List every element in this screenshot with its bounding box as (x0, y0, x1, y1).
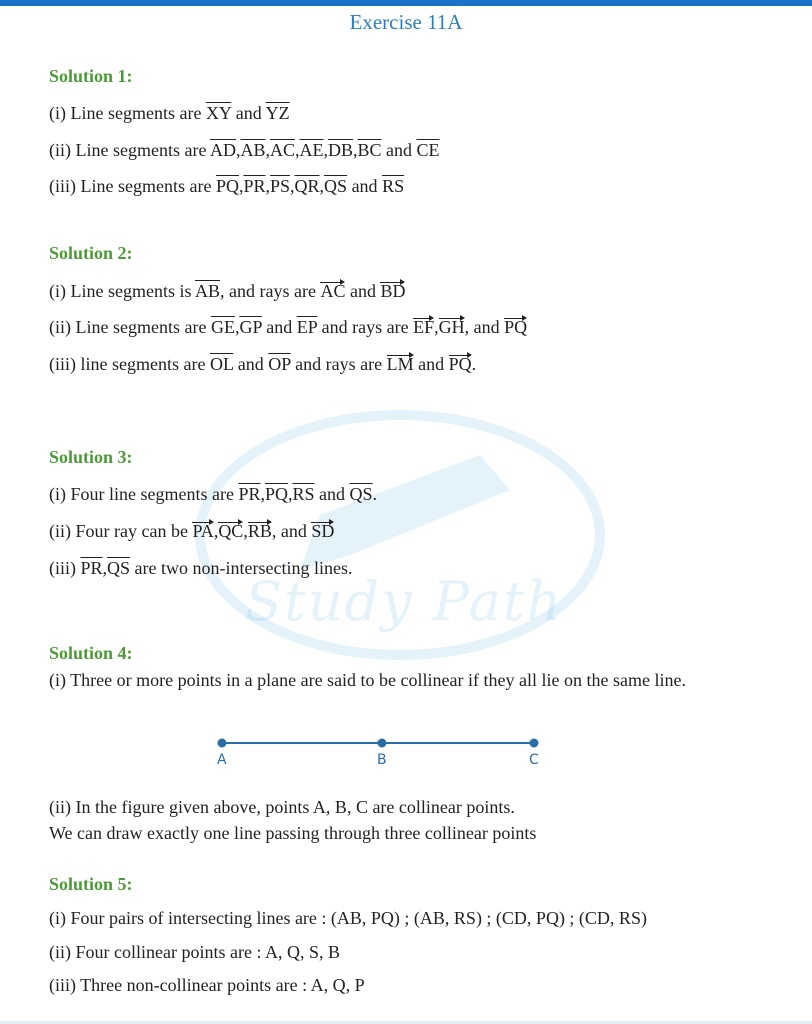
page-title: Exercise 11A (349, 10, 463, 34)
point-c-dot (530, 739, 539, 748)
solution-2-line-2: (ii) Line segments are $\overline{GE},\overline{GP}$ and $\overline{EP}$ and rays are EF,GH, and PQ (49, 317, 528, 337)
solution-3-line-1: (i) Four line segments are $\overline{PR},\overline{PQ},\overline{RS}$ and $\overline{QS}$. (49, 484, 378, 504)
solution-4-line-2: (ii) In the figure given above, points A, B, C are collinear points. (49, 797, 515, 817)
solution-2-line-1: (i) Line segments is $\overline{AB}$, and rays are AC and BD (49, 281, 406, 301)
solution-5-line-2: (ii) Four collinear points are : A, Q, S, B (49, 942, 340, 962)
point-b-dot (378, 739, 387, 748)
solution-1-line-3: (iii) Line segments are $\overline{PQ},\overline{PR},\overline{PS},\overline{QR},\overline{QS}$ and $\overline{RS}$ (49, 176, 405, 196)
point-c-label: C (529, 752, 539, 768)
solution-4-heading: Solution 4: (49, 643, 133, 663)
solution-2-line-3: (iii) line segments are $\overline{OL}$ and $\overline{OP}$ and rays are LM and PQ. (49, 354, 477, 374)
solution-2-heading: Solution 2: (49, 243, 133, 263)
solution-5-line-3: (iii) Three non-collinear points are : A, Q, P (49, 975, 365, 995)
solution-5-heading: Solution 5: (49, 874, 133, 894)
solution-5-line-1: (i) Four pairs of intersecting lines are : (AB, PQ) ; (AB, RS) ; (CD, PQ) ; (CD, RS) (49, 908, 647, 928)
solution-4-paragraph-1: (i) Three or more points in a plane are said to be collinear if they all lie on the same line. (49, 670, 686, 690)
solution-4-line-3: We can draw exactly one line passing through three collinear points (49, 823, 537, 843)
solution-1-line-1: (i) Line segments are $\overline{XY}$ and $\overline{YZ}$ (49, 103, 290, 123)
point-b-label: B (377, 752, 387, 768)
point-a-dot (218, 739, 227, 748)
solution-3-line-2: (ii) Four ray can be PA,QC,RB, and SD (49, 521, 335, 541)
solution-1-line-2: (ii) Line segments are $\overline{AD},\overline{AB},\overline{AC},\overline{AE},\overline{DB},\overline{BC}$ and $\overline{CE}$ (49, 140, 440, 160)
watermark-text: Study Path (245, 570, 564, 633)
solution-3-line-3: (iii) $\overline{PR},\overline{QS}$ are two non-intersecting lines. (49, 558, 353, 578)
solution-1-heading: Solution 1: (49, 66, 133, 86)
solution-3-heading: Solution 3: (49, 447, 133, 467)
point-a-label: A (217, 752, 227, 768)
top-accent-bar (0, 0, 812, 6)
